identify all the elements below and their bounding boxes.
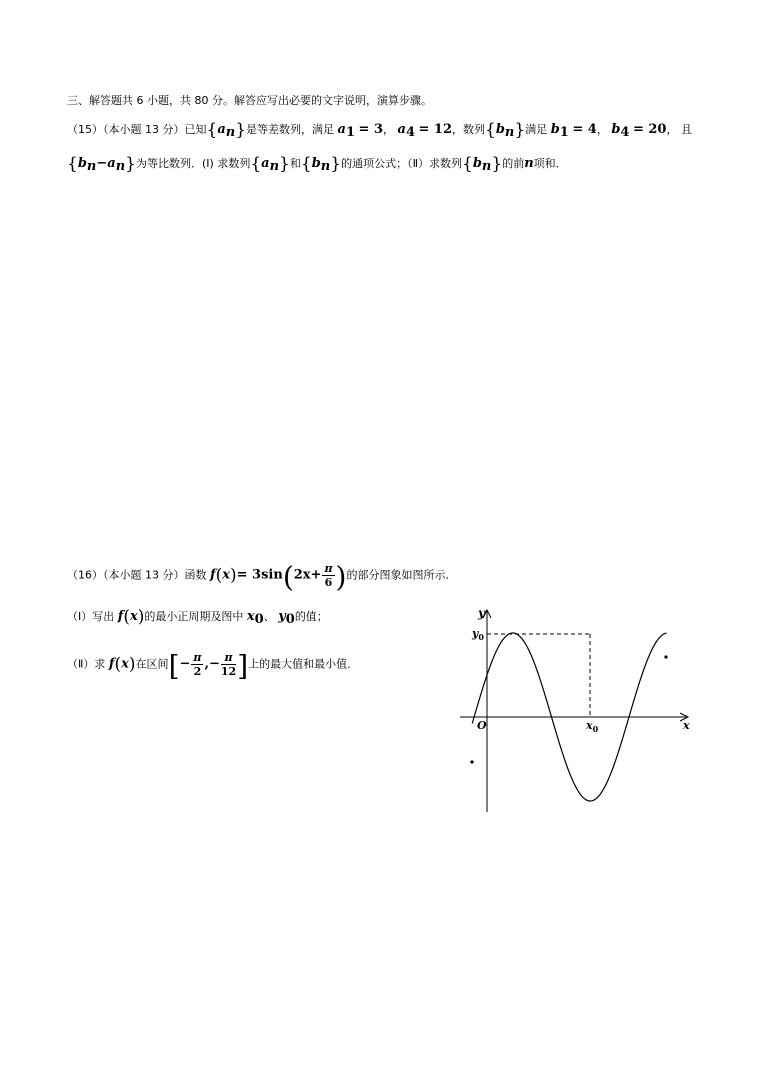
curve-start-point [470, 760, 473, 763]
brace-close: } [279, 154, 290, 174]
y0-label [471, 627, 484, 642]
paren-open: ( [123, 607, 130, 627]
paren-close: ) [128, 654, 136, 675]
q15-text-7: 和 [289, 157, 301, 170]
comma-2: ， [596, 123, 608, 136]
pi-over-12 [221, 651, 236, 678]
n-var: n [524, 156, 534, 171]
q15-text-6: 为等比数列．(Ⅰ) 求数列 [136, 157, 251, 170]
seq-b: b [495, 122, 505, 137]
seq-a: a [261, 156, 270, 171]
q16-text-1: 函数 [184, 568, 207, 582]
a4-sub: 4 [405, 125, 415, 140]
brace-open: { [206, 120, 218, 140]
f-func: f [117, 609, 124, 624]
brace-close: } [330, 154, 342, 174]
seq-a: a [217, 122, 226, 137]
x0-sub: 0 [254, 612, 264, 627]
q15-text-1: 已知 [184, 123, 207, 136]
pi-over-6 [322, 562, 334, 589]
q15-line-1 [67, 122, 692, 139]
part2-text-b: 在区间 [135, 657, 169, 671]
frac-den: 2 [193, 665, 202, 678]
x-axis-label: x [683, 719, 690, 732]
q16-text-2: 的部分图象如图所示． [346, 568, 457, 582]
a4-value: = 12 [418, 122, 452, 137]
x0-label [585, 719, 599, 734]
seq-a-sub: n [225, 125, 236, 140]
pi-over-2 [191, 651, 203, 678]
q15-text-9: 的前 [502, 157, 525, 170]
frac-num: π [324, 562, 333, 575]
q15-text-8: 的通项公式；（Ⅱ）求数列 [341, 157, 462, 170]
a1-sub: 1 [345, 125, 356, 140]
frac-den: 12 [220, 665, 237, 678]
y-axis [483, 610, 491, 812]
brace-close: } [491, 154, 503, 174]
a4-term: a [397, 122, 406, 137]
eq-3sin: = 3sin [236, 567, 283, 583]
y0-sub: 0 [285, 612, 295, 627]
part1-text-c: 的值； [294, 610, 328, 623]
x0-label-main: x [586, 719, 593, 732]
part1-text-b: 的最小正周期及图中 [144, 610, 244, 623]
x-var: x [222, 567, 230, 583]
paren-open: ( [114, 654, 122, 675]
b1-sub: 1 [559, 125, 569, 140]
paren-close: ) [230, 565, 237, 586]
seq-b: b [311, 156, 321, 171]
b1-value: = 4 [572, 122, 597, 137]
q16-part-2 [67, 651, 358, 681]
brace-close: } [514, 120, 526, 140]
b4-term: b [611, 122, 621, 137]
q15-text-5: ， 且 [666, 123, 692, 136]
b4-value: = 20 [632, 122, 667, 137]
bracket-close: ] [237, 649, 249, 683]
a1-term: a [337, 122, 346, 137]
seq-a-sub: n [115, 159, 126, 174]
neg-sign: − [209, 656, 220, 672]
q16-number: （16）（本小题 13 分） [67, 568, 185, 582]
b4-sub: 4 [620, 125, 630, 140]
q15-text-2: 是等差数列，满足 [246, 123, 335, 136]
brace-open: { [462, 154, 473, 174]
part1-text-a: （Ⅰ）写出 [67, 610, 115, 623]
x0-var: x [246, 609, 255, 624]
q16-part-1 [67, 609, 328, 626]
seq-b: b [472, 156, 482, 171]
y0-var: y [278, 609, 286, 624]
frac-den: 6 [324, 576, 333, 589]
brace-open: { [67, 154, 78, 174]
neg-sign: − [179, 656, 191, 672]
q15-number: （15）（本小题 13 分） [67, 123, 185, 136]
brace-close: } [125, 154, 136, 174]
origin-label: O [477, 719, 487, 732]
q15-line-2 [67, 156, 567, 173]
y0-label-main: y [472, 627, 479, 640]
brace-open: { [300, 154, 312, 174]
bracket-open: [ [168, 649, 180, 683]
brace-open: { [485, 120, 496, 140]
f-func: f [108, 656, 115, 672]
seq-a: a [107, 156, 116, 171]
y0-label-sub: 0 [478, 632, 484, 642]
paren-open: ( [215, 565, 223, 586]
q15-text-3: ，数列 [452, 123, 485, 136]
separator: 、 [263, 610, 275, 623]
part2-text-a: （Ⅱ）求 [67, 657, 106, 671]
interval-comma: , [204, 656, 209, 672]
brace-open: { [250, 154, 262, 174]
seq-b-sub: n [481, 159, 492, 174]
brace-close: } [235, 120, 247, 140]
frac-num: π [193, 651, 202, 664]
x0-label-sub: 0 [592, 724, 599, 734]
frac-num: π [221, 651, 236, 665]
paren-close: ) [137, 607, 145, 627]
x-var: x [129, 609, 138, 624]
q15-text-10: 项和． [533, 157, 567, 170]
q15-text-4: 满足 [525, 123, 548, 136]
seq-a-sub: n [269, 159, 280, 174]
big-paren-open: ( [282, 560, 294, 594]
inner-expr: 2x+ [293, 567, 322, 583]
part2-text-c: 上的最大值和最小值． [248, 657, 359, 671]
b1-term: b [550, 122, 560, 137]
a1-value: = 3 [358, 122, 383, 137]
section-header: 三、解答题共 6 小题，共 80 分。解答应写出必要的文字说明，演算步骤。 [67, 94, 432, 107]
q16-line-1 [67, 562, 456, 592]
sine-graph [455, 600, 700, 820]
seq-b-sub: n [320, 159, 331, 174]
big-paren-close: ) [335, 560, 347, 594]
x-axis [460, 713, 688, 721]
comma-1: ， [383, 123, 394, 136]
minus-sign: − [96, 156, 108, 171]
seq-b-sub: n [504, 125, 515, 140]
curve-end-point [664, 655, 667, 658]
seq-b-sub: n [86, 159, 97, 174]
seq-b: b [77, 156, 87, 171]
x-var: x [121, 656, 129, 672]
f-func: f [210, 567, 216, 583]
y-axis-label: y [478, 606, 485, 620]
